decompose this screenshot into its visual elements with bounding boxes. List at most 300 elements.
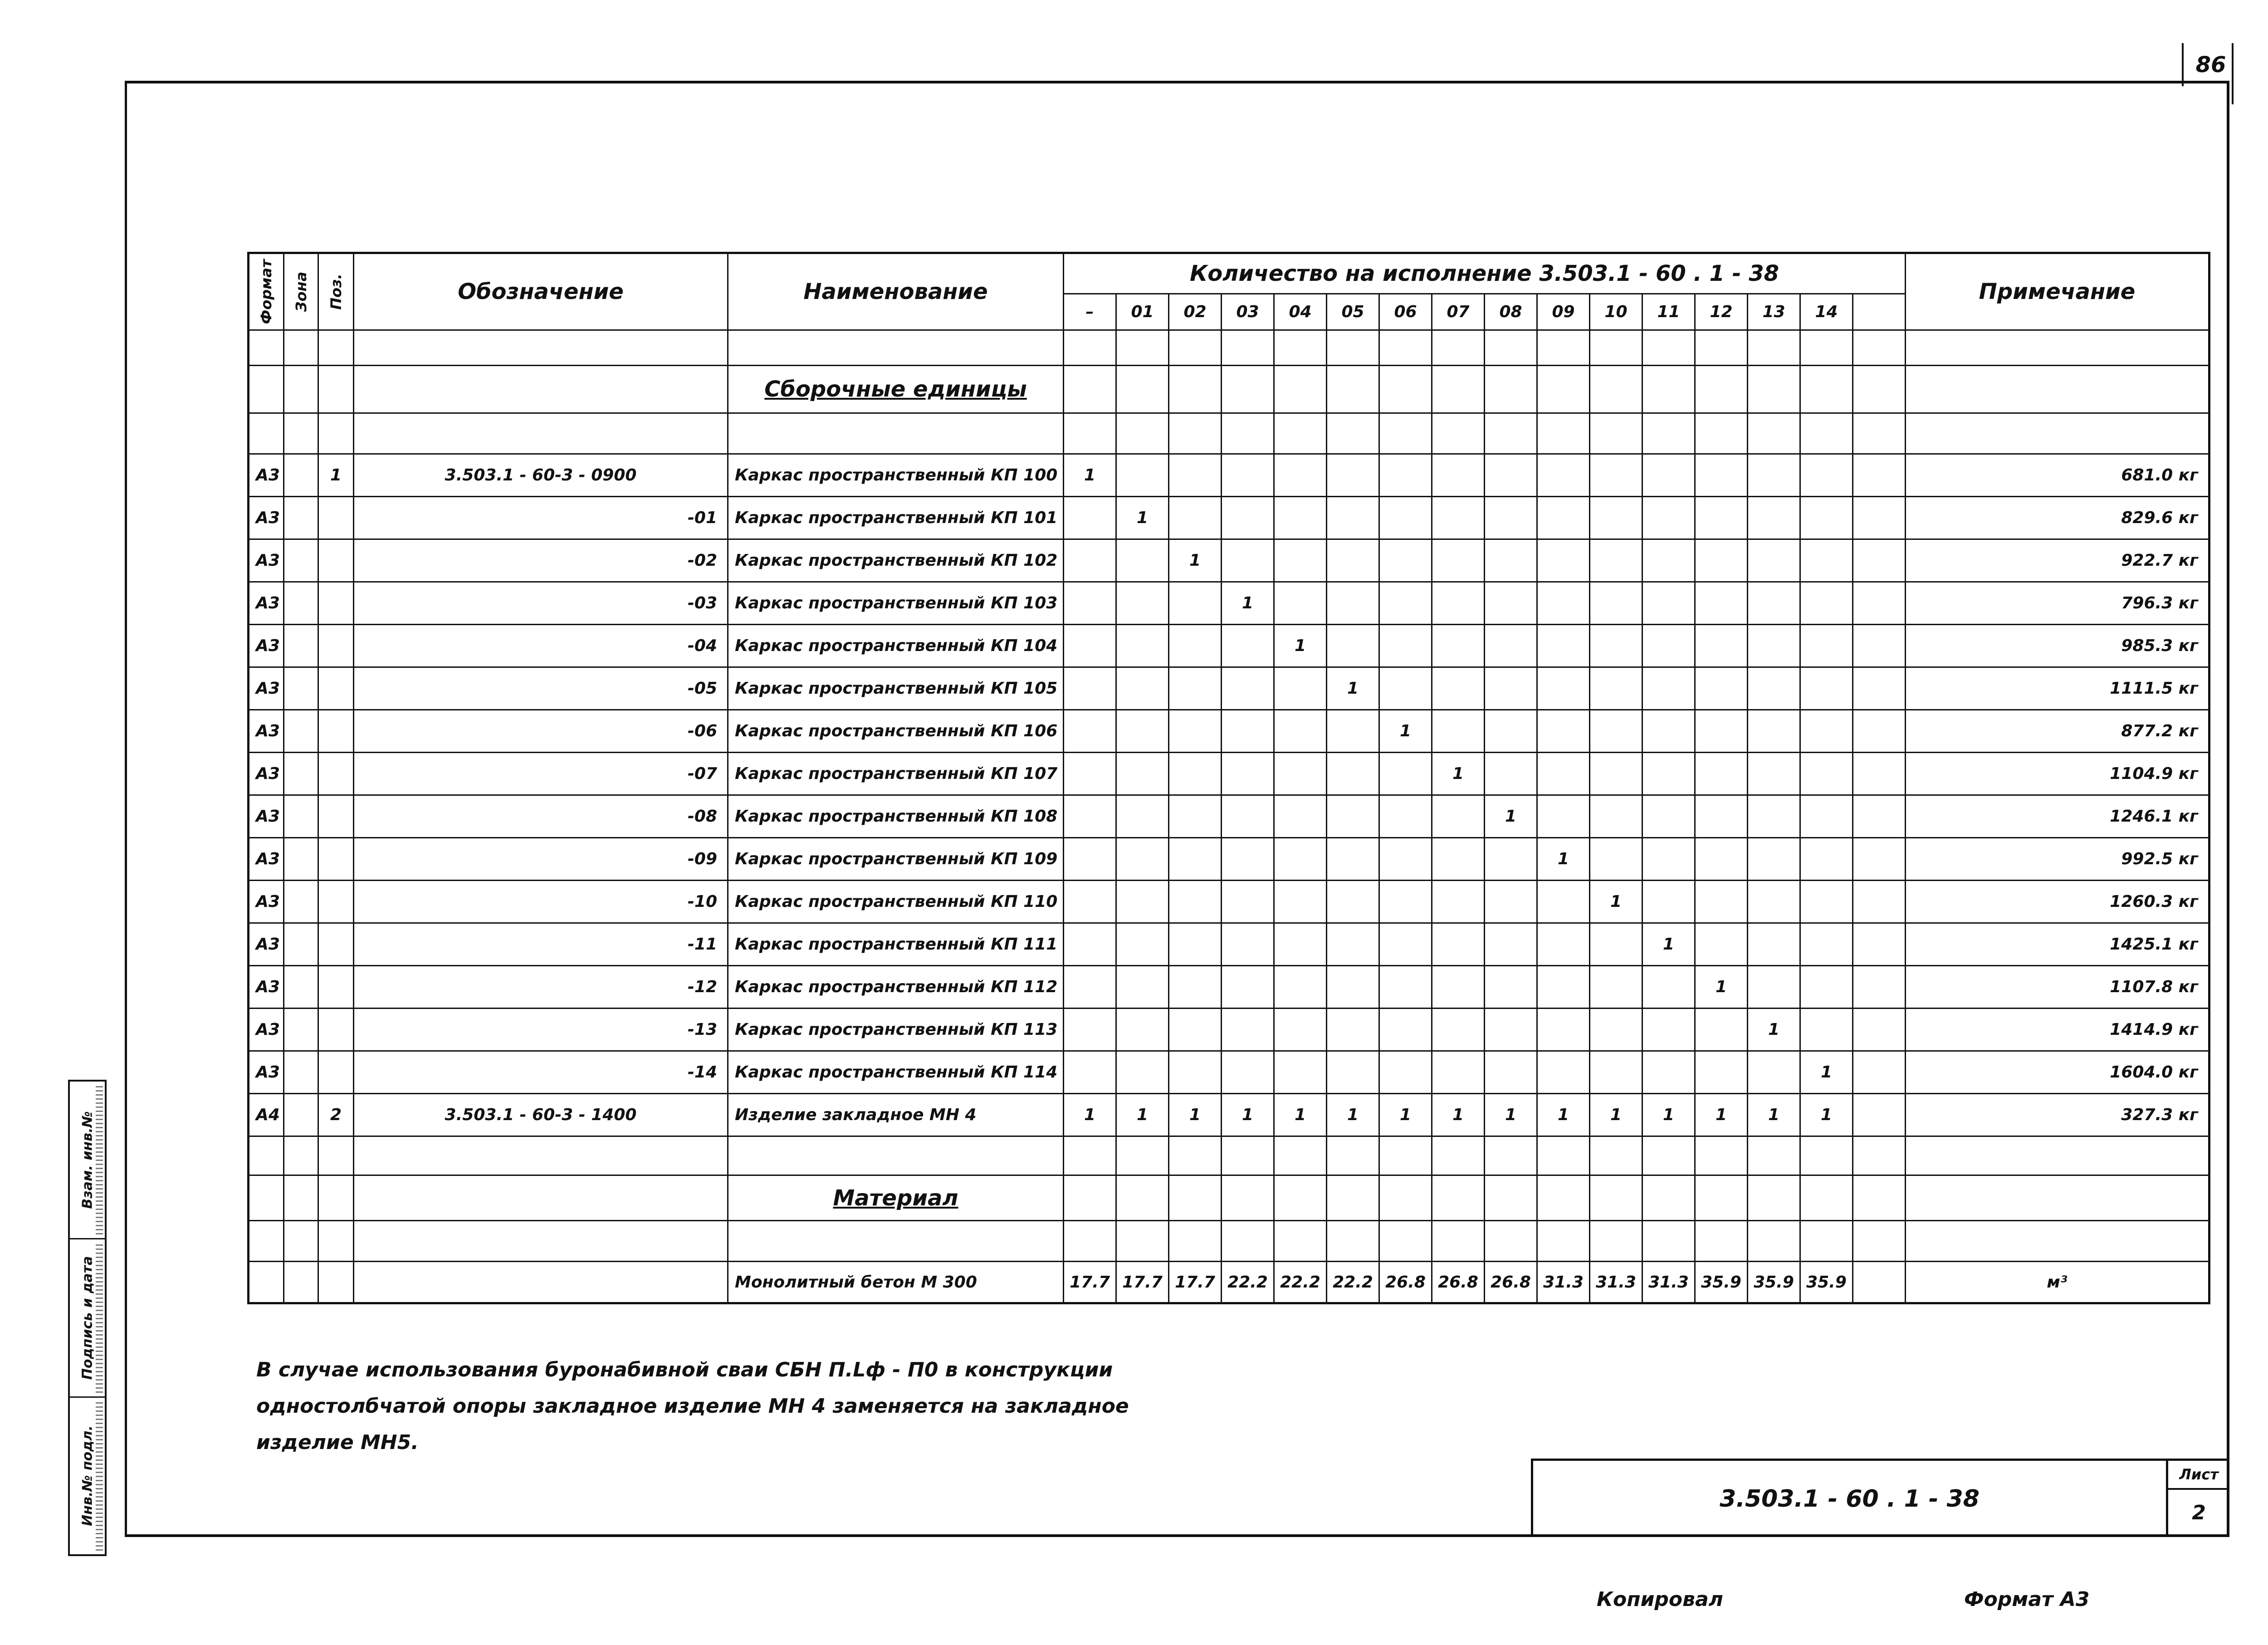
empty-row bbox=[249, 1221, 2209, 1262]
quantity-cell bbox=[1590, 582, 1642, 625]
empty-cell bbox=[318, 1136, 354, 1175]
concrete-volume-cell: 35.9 bbox=[1748, 1262, 1800, 1303]
table-row bbox=[249, 966, 2209, 1009]
empty-cell bbox=[1222, 1175, 1274, 1221]
quantity-cell bbox=[1590, 539, 1642, 582]
empty-cell bbox=[354, 1175, 728, 1221]
empty-cell bbox=[1379, 366, 1432, 413]
empty-cell bbox=[318, 366, 354, 413]
quantity-cell bbox=[1432, 454, 1485, 497]
table-row bbox=[249, 923, 2209, 966]
quantity-cell bbox=[1169, 667, 1222, 710]
quantity-cell: 1 bbox=[1590, 1094, 1642, 1136]
quantity-cell bbox=[1590, 966, 1642, 1009]
quantity-cell bbox=[1222, 710, 1274, 753]
row-format: А3 bbox=[249, 966, 284, 1009]
row-format: А3 bbox=[249, 838, 284, 881]
variant-header-cell: 06 bbox=[1379, 294, 1432, 330]
table-row bbox=[249, 795, 2209, 838]
quantity-cell bbox=[1695, 923, 1748, 966]
empty-cell bbox=[249, 330, 284, 366]
row-name: Каркас пространственный КП 110 bbox=[728, 881, 1064, 923]
quantity-cell bbox=[1064, 582, 1116, 625]
row-designation: -04 bbox=[354, 625, 728, 667]
quantity-cell bbox=[1590, 710, 1642, 753]
quantity-cell bbox=[1748, 881, 1800, 923]
concrete-volume-cell: 17.7 bbox=[1064, 1262, 1116, 1303]
quantity-cell bbox=[1327, 454, 1379, 497]
row-designation: -12 bbox=[354, 966, 728, 1009]
empty-cell bbox=[1379, 1136, 1432, 1175]
row-note: 829.6 кг bbox=[1906, 497, 2209, 539]
quantity-cell bbox=[1064, 539, 1116, 582]
quantity-cell bbox=[1853, 497, 1906, 539]
row-name: Каркас пространственный КП 112 bbox=[728, 966, 1064, 1009]
row-position bbox=[318, 923, 354, 966]
concrete-volume-cell: 31.3 bbox=[1590, 1262, 1642, 1303]
quantity-cell bbox=[1748, 795, 1800, 838]
empty-cell bbox=[1642, 1136, 1695, 1175]
quantity-cell bbox=[1800, 582, 1853, 625]
empty-cell bbox=[1327, 330, 1379, 366]
quantity-cell bbox=[1590, 1009, 1642, 1051]
row-position bbox=[318, 753, 354, 795]
quantity-cell bbox=[1432, 625, 1485, 667]
empty-cell bbox=[1379, 1221, 1432, 1262]
empty-cell bbox=[728, 413, 1064, 454]
empty-cell bbox=[1432, 1221, 1485, 1262]
table-row bbox=[249, 881, 2209, 923]
empty-cell bbox=[284, 1175, 318, 1221]
row-format: А3 bbox=[249, 1009, 284, 1051]
concrete-unit: м³ bbox=[1906, 1262, 2209, 1303]
stamp-replacement-cell bbox=[70, 1082, 105, 1238]
empty-cell bbox=[1485, 413, 1537, 454]
empty-cell bbox=[1537, 413, 1590, 454]
row-format: А3 bbox=[249, 539, 284, 582]
quantity-cell: 1 bbox=[1695, 1094, 1748, 1136]
concrete-volume-cell bbox=[1853, 1262, 1906, 1303]
empty-cell bbox=[1642, 413, 1695, 454]
concrete-volume-cell: 35.9 bbox=[1800, 1262, 1853, 1303]
quantity-cell bbox=[1327, 539, 1379, 582]
quantity-cell bbox=[1116, 625, 1169, 667]
empty-cell bbox=[354, 330, 728, 366]
quantity-cell bbox=[1379, 1009, 1432, 1051]
quantity-cell bbox=[1695, 1051, 1748, 1094]
quantity-cell bbox=[1853, 966, 1906, 1009]
quantity-cell bbox=[1274, 667, 1327, 710]
empty-cell bbox=[1379, 413, 1432, 454]
empty-cell bbox=[1853, 1175, 1906, 1221]
row-format: А3 bbox=[249, 923, 284, 966]
row-position bbox=[318, 1051, 354, 1094]
table-row bbox=[249, 1009, 2209, 1051]
quantity-cell bbox=[1379, 881, 1432, 923]
quantity-cell: 1 bbox=[1695, 966, 1748, 1009]
quantity-cell bbox=[1800, 667, 1853, 710]
quantity-cell bbox=[1274, 923, 1327, 966]
quantity-cell bbox=[1379, 1051, 1432, 1094]
quantity-cell bbox=[1485, 1051, 1537, 1094]
quantity-cell bbox=[1695, 881, 1748, 923]
variant-header-cell: 14 bbox=[1800, 294, 1853, 330]
quantity-cell bbox=[1853, 881, 1906, 923]
quantity-cell: 1 bbox=[1327, 667, 1379, 710]
stamp-inventory-cell bbox=[70, 1396, 105, 1554]
row-name: Каркас пространственный КП 101 bbox=[728, 497, 1064, 539]
table-row bbox=[249, 710, 2209, 753]
quantity-cell bbox=[1432, 667, 1485, 710]
row-note: 1414.9 кг bbox=[1906, 1009, 2209, 1051]
quantity-cell bbox=[1222, 966, 1274, 1009]
quantity-cell: 1 bbox=[1274, 1094, 1327, 1136]
empty-cell bbox=[1748, 413, 1800, 454]
empty-cell bbox=[354, 1136, 728, 1175]
quantity-cell bbox=[1537, 1009, 1590, 1051]
empty-cell bbox=[1116, 1221, 1169, 1262]
quantity-cell bbox=[1222, 667, 1274, 710]
empty-cell bbox=[1379, 1175, 1432, 1221]
row-note: 681.0 кг bbox=[1906, 454, 2209, 497]
row-name: Каркас пространственный КП 108 bbox=[728, 795, 1064, 838]
quantity-cell bbox=[1432, 1051, 1485, 1094]
row-format: А3 bbox=[249, 795, 284, 838]
empty-cell bbox=[1327, 1136, 1379, 1175]
row-name: Изделие закладное МН 4 bbox=[728, 1094, 1064, 1136]
quantity-cell bbox=[1853, 753, 1906, 795]
empty-cell bbox=[284, 366, 318, 413]
quantity-cell: 1 bbox=[1169, 539, 1222, 582]
quantity-cell: 1 bbox=[1169, 1094, 1222, 1136]
variant-header-cell: 13 bbox=[1748, 294, 1800, 330]
quantity-cell bbox=[1432, 795, 1485, 838]
sheet-number-cell: 2 bbox=[2192, 1501, 2206, 1524]
empty-cell bbox=[354, 1221, 728, 1262]
row-format: А3 bbox=[249, 667, 284, 710]
quantity-cell bbox=[1748, 582, 1800, 625]
empty-cell bbox=[728, 1221, 1064, 1262]
empty-cell bbox=[1748, 1175, 1800, 1221]
quantity-cell bbox=[1642, 625, 1695, 667]
row-position bbox=[318, 838, 354, 881]
empty-cell bbox=[1064, 1175, 1116, 1221]
quantity-cell: 1 bbox=[1432, 1094, 1485, 1136]
row-name: Каркас пространственный КП 103 bbox=[728, 582, 1064, 625]
row-position bbox=[318, 795, 354, 838]
empty-cell bbox=[1274, 413, 1327, 454]
quantity-cell bbox=[1748, 838, 1800, 881]
empty-cell bbox=[284, 413, 318, 454]
quantity-cell bbox=[1748, 753, 1800, 795]
quantity-cell bbox=[1222, 881, 1274, 923]
quantity-cell bbox=[1642, 838, 1695, 881]
empty-cell bbox=[1748, 1221, 1800, 1262]
empty-cell bbox=[1590, 1221, 1642, 1262]
footnote-line: В случае использования буронабивной сваи СБН П.Lф - П0 в конструкции bbox=[256, 1358, 1113, 1381]
quantity-cell bbox=[1748, 710, 1800, 753]
concrete-volume-cell: 17.7 bbox=[1116, 1262, 1169, 1303]
quantity-cell: 1 bbox=[1537, 838, 1590, 881]
variant-header-cell: 07 bbox=[1432, 294, 1485, 330]
sheet-number: 86 bbox=[2182, 43, 2238, 86]
empty-cell bbox=[1222, 366, 1274, 413]
quantity-cell bbox=[1379, 838, 1432, 881]
empty-cell bbox=[284, 330, 318, 366]
row-name: Каркас пространственный КП 104 bbox=[728, 625, 1064, 667]
header-note: Примечание bbox=[1906, 253, 2209, 330]
quantity-cell bbox=[1064, 497, 1116, 539]
row-designation: -02 bbox=[354, 539, 728, 582]
quantity-cell bbox=[1169, 923, 1222, 966]
document-code: 3.503.1 - 60 . 1 - 38 bbox=[1533, 1461, 2168, 1537]
quantity-cell bbox=[1379, 582, 1432, 625]
empty-cell bbox=[1064, 1221, 1116, 1262]
empty-cell bbox=[1116, 366, 1169, 413]
row-name: Каркас пространственный КП 113 bbox=[728, 1009, 1064, 1051]
empty-cell bbox=[1485, 1221, 1537, 1262]
concrete-volume-cell: 22.2 bbox=[1274, 1262, 1327, 1303]
row-note: 1107.8 кг bbox=[1906, 966, 2209, 1009]
empty-cell bbox=[1590, 1175, 1642, 1221]
quantity-cell bbox=[1537, 753, 1590, 795]
empty-cell bbox=[318, 413, 354, 454]
row-position bbox=[318, 710, 354, 753]
quantity-cell bbox=[1169, 838, 1222, 881]
row-note: 992.5 кг bbox=[1906, 838, 2209, 881]
variant-header-cell: 02 bbox=[1169, 294, 1222, 330]
quantity-cell bbox=[1116, 966, 1169, 1009]
quantity-cell bbox=[1642, 710, 1695, 753]
footnote-line: изделие МН5. bbox=[256, 1431, 419, 1454]
empty-cell bbox=[1537, 1175, 1590, 1221]
empty-cell bbox=[318, 1221, 354, 1262]
quantity-cell bbox=[1537, 667, 1590, 710]
quantity-cell bbox=[1379, 667, 1432, 710]
quantity-cell bbox=[1537, 582, 1590, 625]
quantity-cell bbox=[1116, 753, 1169, 795]
quantity-cell bbox=[1748, 667, 1800, 710]
empty-cell bbox=[249, 1136, 284, 1175]
quantity-cell bbox=[1274, 795, 1327, 838]
quantity-cell bbox=[1800, 454, 1853, 497]
quantity-cell bbox=[1222, 1009, 1274, 1051]
row-designation: -03 bbox=[354, 582, 728, 625]
quantity-cell bbox=[1695, 454, 1748, 497]
section-assembly-title: Сборочные единицы bbox=[728, 366, 1064, 413]
table-row bbox=[249, 753, 2209, 795]
quantity-cell bbox=[1222, 539, 1274, 582]
quantity-cell bbox=[1642, 966, 1695, 1009]
empty-cell bbox=[1432, 366, 1485, 413]
empty-cell bbox=[728, 1136, 1064, 1175]
quantity-cell bbox=[1274, 497, 1327, 539]
row-zone bbox=[284, 838, 318, 881]
quantity-cell bbox=[1432, 497, 1485, 539]
quantity-cell bbox=[1853, 454, 1906, 497]
quantity-cell bbox=[1590, 795, 1642, 838]
empty-cell bbox=[1116, 330, 1169, 366]
quantity-cell bbox=[1853, 625, 1906, 667]
quantity-cell bbox=[1169, 1051, 1222, 1094]
empty-cell bbox=[1222, 1221, 1274, 1262]
concrete-volume-cell: 26.8 bbox=[1485, 1262, 1537, 1303]
concrete-volume-cell: 26.8 bbox=[1432, 1262, 1485, 1303]
empty-cell bbox=[1800, 1136, 1853, 1175]
quantity-cell: 1 bbox=[1222, 582, 1274, 625]
quantity-cell bbox=[1169, 710, 1222, 753]
table-row bbox=[249, 454, 2209, 497]
quantity-cell bbox=[1485, 881, 1537, 923]
empty-cell bbox=[1642, 1221, 1695, 1262]
empty-cell bbox=[728, 330, 1064, 366]
empty-cell bbox=[1695, 1221, 1748, 1262]
quantity-cell bbox=[1432, 1009, 1485, 1051]
quantity-cell bbox=[1485, 497, 1537, 539]
variant-header-cell: 01 bbox=[1116, 294, 1169, 330]
quantity-cell bbox=[1222, 497, 1274, 539]
row-designation: -14 bbox=[354, 1051, 728, 1094]
row-zone bbox=[284, 454, 318, 497]
empty-cell bbox=[1432, 1175, 1485, 1221]
row-note: 327.3 кг bbox=[1906, 1094, 2209, 1136]
table-row bbox=[249, 582, 2209, 625]
quantity-cell bbox=[1064, 795, 1116, 838]
quantity-cell bbox=[1274, 710, 1327, 753]
quantity-cell bbox=[1537, 497, 1590, 539]
quantity-cell bbox=[1274, 881, 1327, 923]
quantity-cell bbox=[1485, 1009, 1537, 1051]
empty-cell bbox=[1590, 366, 1642, 413]
empty-cell bbox=[1800, 330, 1853, 366]
quantity-cell bbox=[1327, 625, 1379, 667]
quantity-cell bbox=[1853, 795, 1906, 838]
quantity-cell bbox=[1642, 795, 1695, 838]
quantity-cell: 1 bbox=[1748, 1009, 1800, 1051]
quantity-cell: 1 bbox=[1748, 1094, 1800, 1136]
empty-row bbox=[249, 330, 2209, 366]
quantity-cell bbox=[1327, 582, 1379, 625]
quantity-cell bbox=[1116, 582, 1169, 625]
quantity-cell: 1 bbox=[1274, 625, 1327, 667]
quantity-cell: 1 bbox=[1590, 881, 1642, 923]
empty-cell bbox=[1642, 1175, 1695, 1221]
quantity-cell bbox=[1853, 1094, 1906, 1136]
copied-by-label: Копировал bbox=[1597, 1588, 1723, 1611]
quantity-cell: 1 bbox=[1432, 753, 1485, 795]
empty-cell bbox=[1274, 1175, 1327, 1221]
empty-cell bbox=[1064, 330, 1116, 366]
specification-table bbox=[247, 252, 2210, 1304]
quantity-cell bbox=[1748, 454, 1800, 497]
empty-cell bbox=[1906, 366, 2209, 413]
empty-cell bbox=[1116, 1175, 1169, 1221]
quantity-cell bbox=[1485, 710, 1537, 753]
empty-cell bbox=[249, 413, 284, 454]
quantity-cell bbox=[1274, 454, 1327, 497]
row-designation: 3.503.1 - 60-3 - 1400 bbox=[354, 1094, 728, 1136]
empty-cell bbox=[1642, 366, 1695, 413]
empty-cell bbox=[1906, 330, 2209, 366]
quantity-cell bbox=[1800, 625, 1853, 667]
empty-cell bbox=[1169, 1175, 1222, 1221]
quantity-cell bbox=[1327, 923, 1379, 966]
quantity-cell bbox=[1853, 539, 1906, 582]
empty-cell bbox=[1853, 1221, 1906, 1262]
empty-cell bbox=[318, 330, 354, 366]
quantity-cell bbox=[1590, 753, 1642, 795]
row-designation: -05 bbox=[354, 667, 728, 710]
table-row bbox=[249, 1051, 2209, 1094]
quantity-cell bbox=[1537, 923, 1590, 966]
stamp-hatch bbox=[96, 1085, 103, 1234]
row-position bbox=[318, 497, 354, 539]
footnote-line: одностолбчатой опоры закладное изделие МН 4 заменяется на закладное bbox=[256, 1395, 1129, 1418]
quantity-cell bbox=[1590, 625, 1642, 667]
row-position bbox=[318, 1009, 354, 1051]
quantity-cell bbox=[1274, 582, 1327, 625]
row-zone bbox=[284, 1051, 318, 1094]
row-format: А3 bbox=[249, 881, 284, 923]
quantity-cell bbox=[1485, 625, 1537, 667]
empty-cell bbox=[1537, 1136, 1590, 1175]
concrete-volume-cell: 31.3 bbox=[1642, 1262, 1695, 1303]
quantity-cell bbox=[1485, 667, 1537, 710]
empty-cell bbox=[1906, 1136, 2209, 1175]
empty-cell bbox=[1169, 366, 1222, 413]
quantity-cell: 1 bbox=[1327, 1094, 1379, 1136]
quantity-cell bbox=[1379, 625, 1432, 667]
variant-header-cell: 05 bbox=[1327, 294, 1379, 330]
empty-cell bbox=[1169, 330, 1222, 366]
quantity-cell bbox=[1327, 753, 1379, 795]
row-format: А3 bbox=[249, 454, 284, 497]
quantity-cell bbox=[1642, 582, 1695, 625]
section-material-title: Материал bbox=[728, 1175, 1064, 1221]
quantity-cell bbox=[1169, 753, 1222, 795]
row-note: 1425.1 кг bbox=[1906, 923, 2209, 966]
quantity-cell bbox=[1695, 539, 1748, 582]
quantity-cell bbox=[1485, 966, 1537, 1009]
quantity-cell bbox=[1327, 1051, 1379, 1094]
quantity-cell bbox=[1064, 667, 1116, 710]
quantity-cell bbox=[1274, 1051, 1327, 1094]
row-designation: -13 bbox=[354, 1009, 728, 1051]
row-designation: -09 bbox=[354, 838, 728, 881]
empty-cell bbox=[318, 1262, 354, 1303]
quantity-cell bbox=[1169, 454, 1222, 497]
table-row bbox=[249, 539, 2209, 582]
quantity-cell bbox=[1327, 795, 1379, 838]
quantity-cell bbox=[1064, 966, 1116, 1009]
quantity-cell bbox=[1116, 1051, 1169, 1094]
quantity-cell bbox=[1800, 966, 1853, 1009]
row-format: А4 bbox=[249, 1094, 284, 1136]
empty-cell bbox=[1537, 366, 1590, 413]
empty-cell bbox=[318, 1175, 354, 1221]
empty-cell bbox=[284, 1221, 318, 1262]
row-zone bbox=[284, 625, 318, 667]
row-designation: 3.503.1 - 60-3 - 0900 bbox=[354, 454, 728, 497]
quantity-cell: 1 bbox=[1485, 795, 1537, 838]
table-row bbox=[249, 667, 2209, 710]
row-name: Каркас пространственный КП 109 bbox=[728, 838, 1064, 881]
quantity-cell bbox=[1274, 838, 1327, 881]
quantity-cell bbox=[1590, 667, 1642, 710]
variant-header-cell: – bbox=[1064, 294, 1116, 330]
empty-cell bbox=[1169, 1136, 1222, 1175]
quantity-cell bbox=[1642, 753, 1695, 795]
